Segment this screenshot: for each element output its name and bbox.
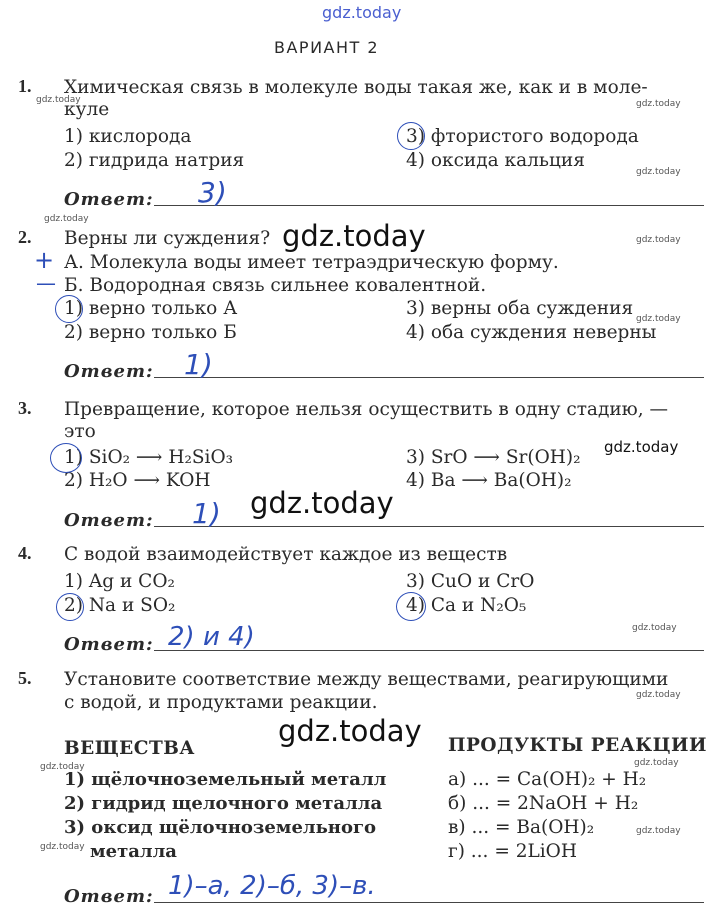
q5-answer: 1)–а, 2)–б, 3)–в.	[168, 871, 376, 901]
watermark-medium: gdz.today	[604, 438, 679, 456]
q5-substance-3-cont: металла	[90, 841, 177, 862]
page-title: ВАРИАНТ 2	[274, 38, 380, 57]
q3-text-line2: это	[64, 421, 96, 442]
q2-option-1: 1) верно только А	[64, 298, 238, 319]
q1-answer-line	[154, 205, 704, 206]
q5-substance-2: 2) гидрид щелочного металла	[64, 793, 383, 814]
q3-answer: 1)	[192, 497, 221, 530]
q4-text: С водой взаимодействует каждое из веществ	[64, 544, 508, 565]
watermark-big: gdz.today	[282, 219, 426, 253]
q3-option-1: 1) SiO₂ ⟶ H₂SiO₃	[64, 447, 234, 468]
watermark-small: gdz.today	[636, 235, 681, 245]
q5-substance-1: 1) щёлочноземельный металл	[64, 769, 387, 790]
q1-option-4: 4) оксида кальция	[406, 150, 585, 171]
q1-option-3: 3) фтористого водорода	[406, 126, 639, 147]
watermark-small: gdz.today	[44, 214, 89, 224]
q4-answer: 2) и 4)	[168, 622, 255, 652]
watermark-small: gdz.today	[636, 690, 681, 700]
q5-answer-line	[154, 902, 704, 903]
watermark-small: gdz.today	[632, 623, 677, 633]
q2-answer: 1)	[184, 348, 213, 381]
q4-number: 4.	[18, 543, 32, 563]
q5-product-d: г) ... = 2LiOH	[448, 841, 577, 862]
watermark-small: gdz.today	[40, 842, 85, 852]
q3-option-3: 3) SrO ⟶ Sr(OH)₂	[406, 447, 581, 468]
q2-option-3: 3) верны оба суждения	[406, 298, 634, 319]
watermark-big: gdz.today	[278, 714, 422, 748]
q5-products-heading: ПРОДУКТЫ РЕАКЦИИ	[448, 735, 707, 756]
q4-option-1: 1) Ag и CO₂	[64, 571, 175, 592]
q2-answer-line	[154, 377, 704, 378]
q5-product-b: б) ... = 2NaOH + H₂	[448, 793, 639, 814]
q4-selected-circle-2	[56, 593, 84, 621]
q5-text-line2: с водой, и продуктами реакции.	[64, 692, 378, 713]
q4-option-3: 3) CuO и CrO	[406, 571, 535, 592]
q1-option-2: 2) гидрида натрия	[64, 150, 245, 171]
q1-text-line1: Химическая связь в молекуле воды такая же, как и в моле-	[64, 77, 648, 98]
q2-selected-circle	[55, 295, 83, 323]
watermark-big: gdz.today	[250, 486, 394, 520]
watermark-small: gdz.today	[36, 95, 81, 105]
q2-statement-b: Б. Водородная связь сильнее ковалентной.	[64, 275, 487, 296]
q3-option-2: 2) H₂O ⟶ KOH	[64, 470, 211, 491]
top-watermark: gdz.today	[322, 3, 402, 22]
q3-answer-line	[154, 526, 704, 527]
watermark-small: gdz.today	[634, 758, 679, 768]
q2-option-2: 2) верно только Б	[64, 322, 237, 343]
q2-statement-a: А. Молекула воды имеет тетраэдрическую форму.	[64, 252, 559, 273]
q2-option-4: 4) оба суждения неверны	[406, 322, 657, 343]
watermark-small: gdz.today	[40, 762, 85, 772]
q1-option-1: 1) кислорода	[64, 126, 192, 147]
q2-number: 2.	[18, 227, 32, 247]
q3-option-4: 4) Ba ⟶ Ba(OH)₂	[406, 470, 572, 491]
q1-answer: 3)	[198, 176, 227, 209]
q2-answer-label: Ответ:	[64, 361, 154, 382]
q3-selected-circle	[50, 443, 82, 473]
q5-product-a: а) ... = Ca(OH)₂ + H₂	[448, 769, 647, 790]
q5-substances-heading: ВЕЩЕСТВА	[64, 738, 195, 759]
q3-number: 3.	[18, 398, 32, 418]
watermark-small: gdz.today	[636, 99, 681, 109]
q5-text-line1: Установите соответствие между веществами, реагирующими	[64, 669, 669, 690]
q2-mark-a: +	[34, 246, 55, 274]
q1-text-line2: куле	[64, 99, 110, 120]
q1-answer-label: Ответ:	[64, 189, 154, 210]
q2-mark-b: —	[36, 271, 56, 295]
q4-selected-circle-4	[396, 592, 426, 621]
q4-answer-label: Ответ:	[64, 634, 154, 655]
q5-substance-3: 3) оксид щёлочноземельного	[64, 817, 377, 838]
watermark-small: gdz.today	[636, 314, 681, 324]
q1-number: 1.	[18, 76, 32, 96]
q5-number: 5.	[18, 668, 32, 688]
q5-product-c: в) ... = Ba(OH)₂	[448, 817, 595, 838]
watermark-small: gdz.today	[636, 826, 681, 836]
q3-text-line1: Превращение, которое нельзя осуществить в одну стадию, —	[64, 399, 669, 420]
q4-option-4: 4) Ca и N₂O₅	[406, 595, 527, 616]
q1-selected-circle	[397, 122, 425, 150]
q3-answer-label: Ответ:	[64, 510, 154, 531]
q4-option-2: 2) Na и SO₂	[64, 595, 176, 616]
q2-text: Верны ли суждения?	[64, 228, 271, 249]
q5-answer-label: Ответ:	[64, 886, 154, 907]
watermark-small: gdz.today	[636, 167, 681, 177]
